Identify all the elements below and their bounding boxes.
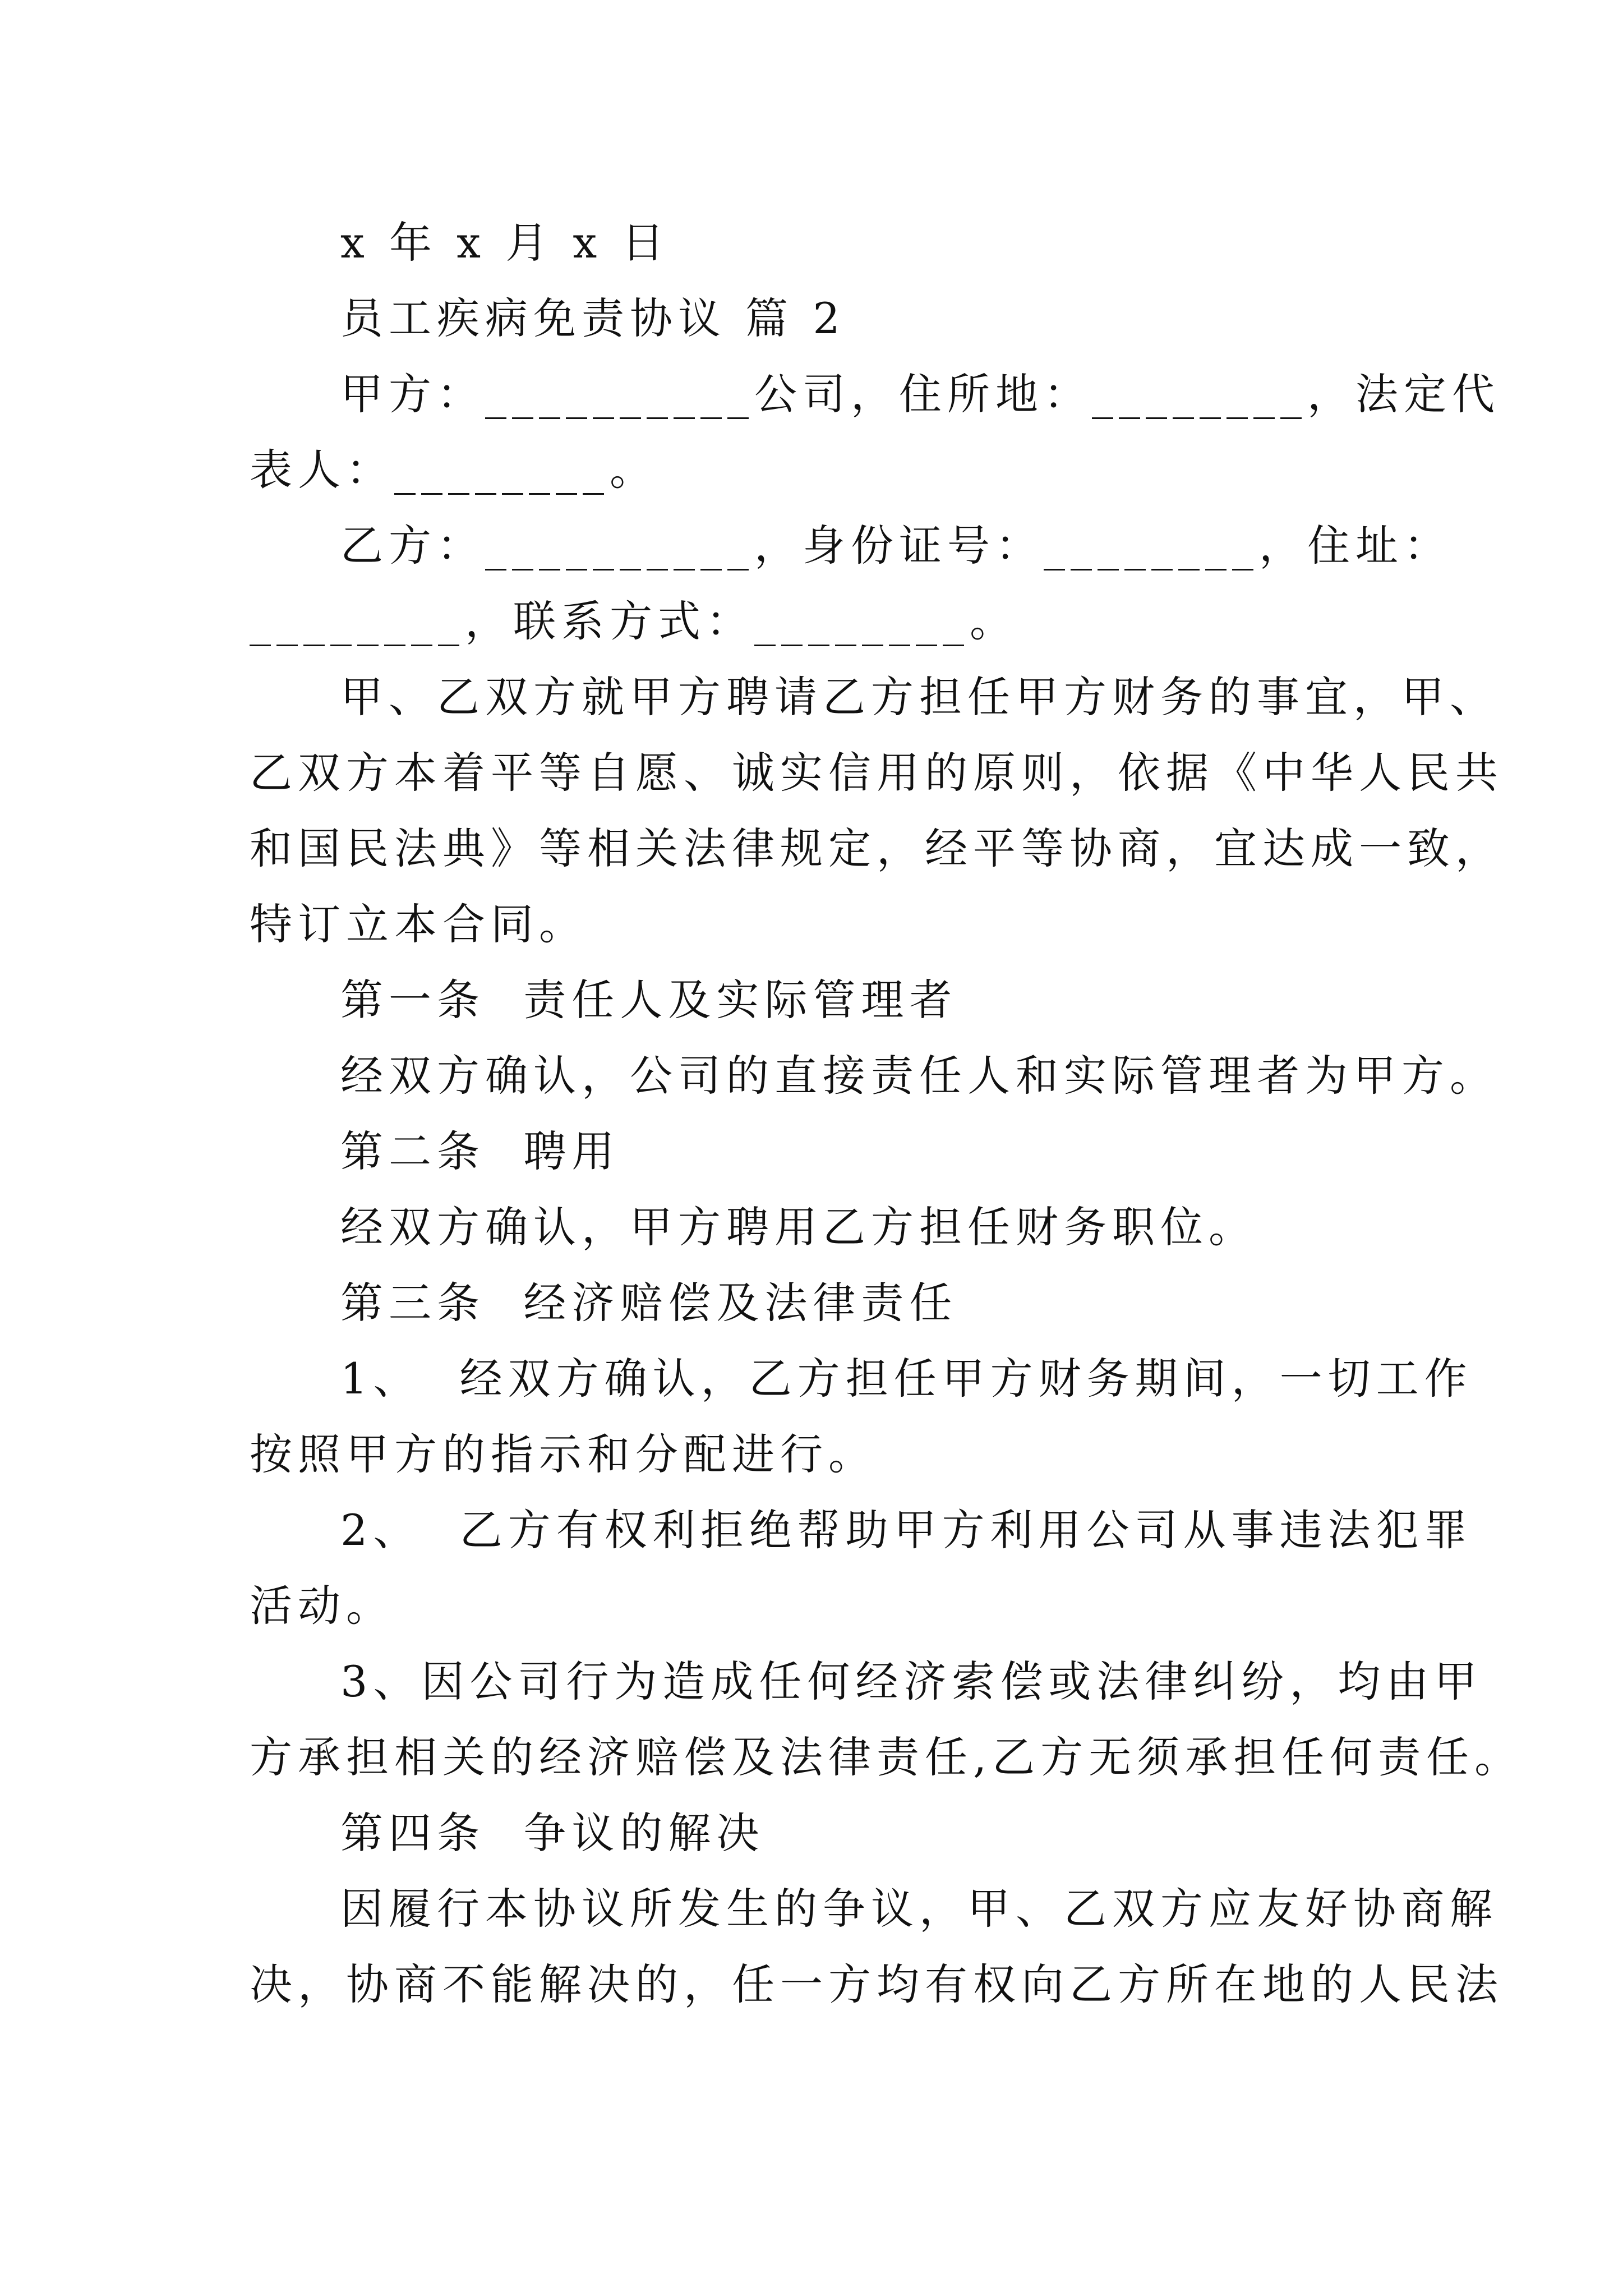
- party-a-line-2: 表人：________。: [250, 445, 658, 495]
- article-3-item-2-line-2: 活动。: [250, 1581, 394, 1631]
- article-3-item-3-line-2: 方承担相关的经济赔偿及法律责任,乙方无须承担任何责任。: [250, 1732, 1523, 1782]
- party-b-line-1: 乙方：__________，身份证号：________，住址：: [340, 521, 1452, 570]
- article-4-body-line-1: 因履行本协议所发生的争议，甲、乙双方应友好协商解: [340, 1884, 1498, 1934]
- preamble-line-2: 乙双方本着平等自愿、诚实信用的原则，依据《中华人民共: [250, 748, 1504, 798]
- date-line: x 年 x 月 x 日: [340, 218, 670, 268]
- preamble-line-1: 甲、乙双方就甲方聘请乙方担任甲方财务的事宜，甲、: [340, 672, 1498, 722]
- article-3-heading: 第三条 经济赔偿及法律责任: [340, 1278, 958, 1328]
- agreement-title: 员工疾病免责协议 篇 2: [340, 293, 846, 343]
- article-2-body: 经双方确认，甲方聘用乙方担任财务职位。: [340, 1202, 1257, 1252]
- article-4-body-line-2: 决，协商不能解决的，任一方均有权向乙方所在地的人民法: [250, 1959, 1504, 2009]
- article-3-item-2-line-1: 2、 乙方有权利拒绝帮助甲方利用公司从事违法犯罪: [340, 1505, 1473, 1555]
- party-b-line-2: ________，联系方式：________。: [250, 596, 1018, 646]
- preamble-line-4: 特订立本合同。: [250, 899, 587, 949]
- article-4-heading: 第四条 争议的解决: [340, 1808, 765, 1858]
- article-3-item-1-line-1: 1、 经双方确认，乙方担任甲方财务期间，一切工作: [340, 1354, 1473, 1404]
- preamble-line-3: 和国民法典》等相关法律规定，经平等协商，宜达成一致，: [250, 823, 1504, 873]
- article-2-heading: 第二条 聘用: [340, 1126, 620, 1176]
- party-a-line-1: 甲方：__________公司，住所地：________，法定代: [340, 369, 1500, 419]
- article-1-body: 经双方确认，公司的直接责任人和实际管理者为甲方。: [340, 1051, 1498, 1101]
- article-1-heading: 第一条 责任人及实际管理者: [340, 975, 958, 1025]
- article-3-item-3-line-1: 3、因公司行为造成任何经济索偿或法律纠纷，均由甲: [340, 1657, 1483, 1706]
- article-3-item-1-line-2: 按照甲方的指示和分配进行。: [250, 1429, 877, 1479]
